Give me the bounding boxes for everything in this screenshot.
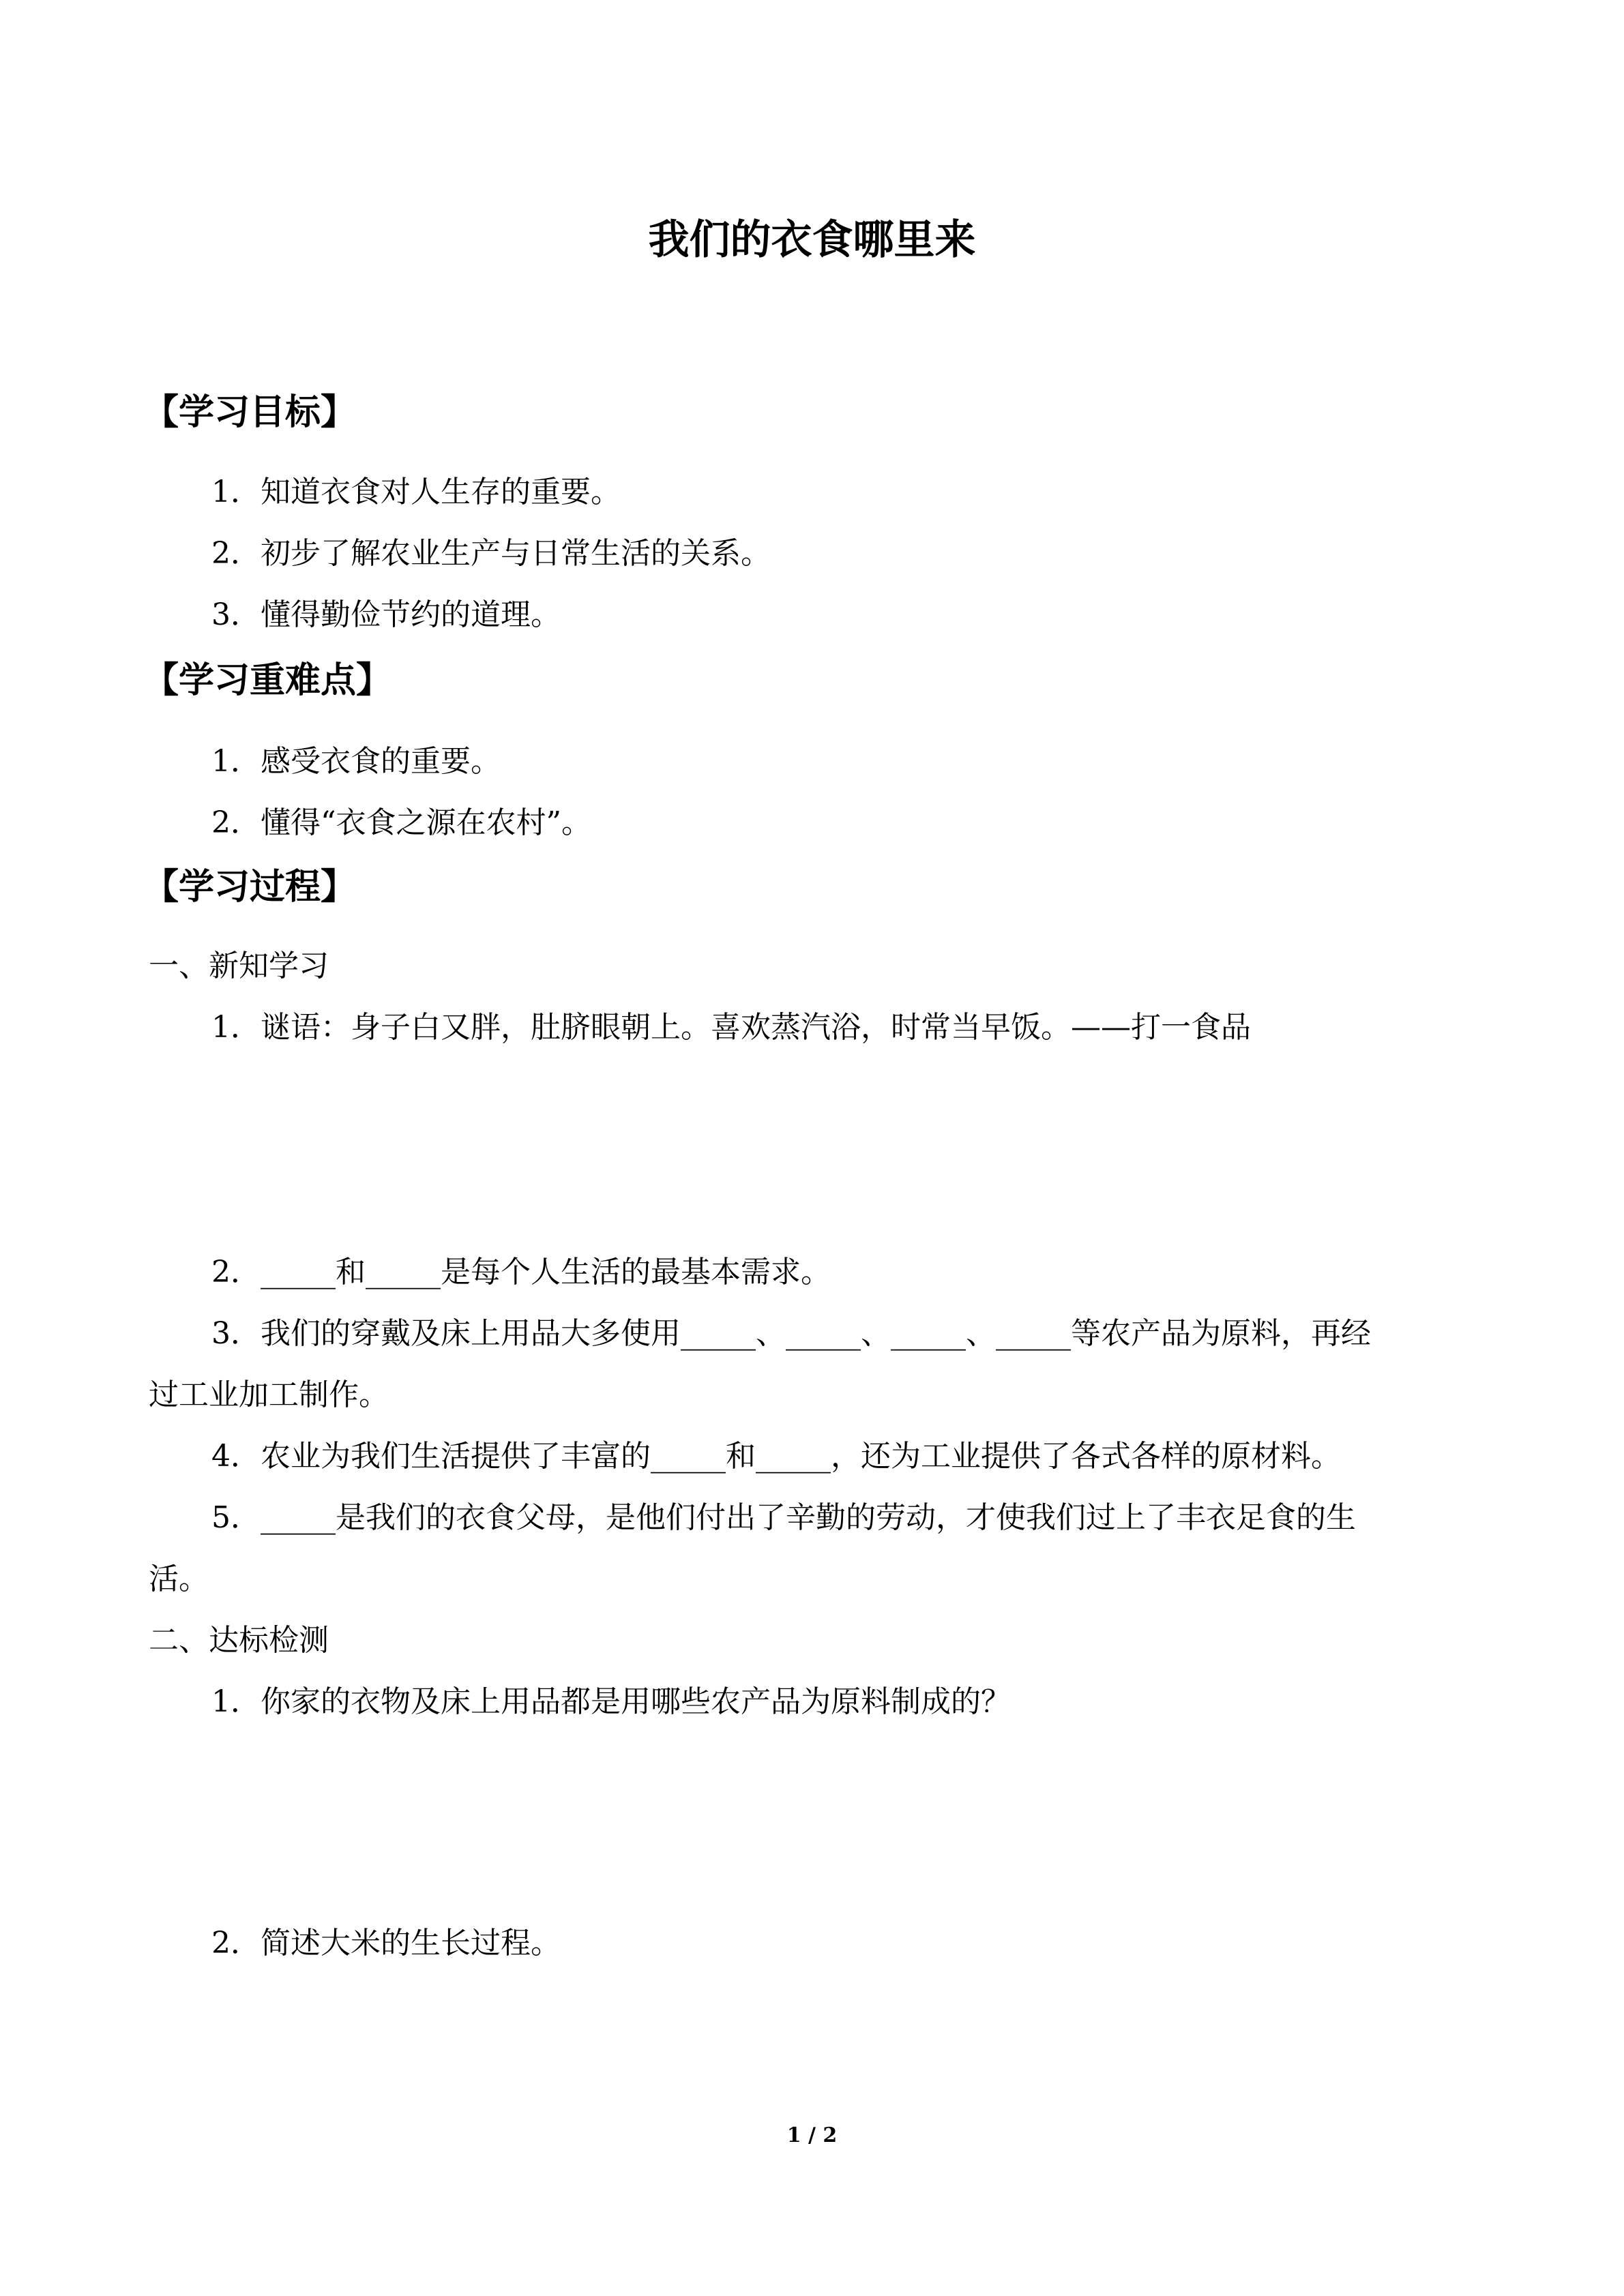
goal-item-2: 2．初步了解农业生产与日常生活的关系。 <box>211 536 771 571</box>
fill-item-5: 5．_____是我们的衣食父母，是他们付出了辛勤的劳动，才使我们过上了丰衣足食的生 <box>211 1500 1356 1535</box>
section-heading-process: 【学习过程】 <box>143 867 357 908</box>
page-number: 1 / 2 <box>786 2123 838 2147</box>
part1-heading: 一、新知学习 <box>149 949 329 983</box>
keypoint-item-1: 1．感受衣食的重要。 <box>211 744 501 779</box>
check-item-2: 2．简述大米的生长过程。 <box>211 1926 561 1960</box>
section-heading-goals: 【学习目标】 <box>143 392 357 433</box>
keypoint-item-2: 2．懂得“衣食之源在农村”。 <box>211 805 591 840</box>
goal-item-1: 1．知道衣食对人生存的重要。 <box>211 475 621 509</box>
fill-item-3: 3．我们的穿戴及床上用品大多使用_____、_____、_____、_____等农产品为原料，再经 <box>211 1316 1371 1351</box>
page-title: 我们的衣食哪里来 <box>648 216 976 264</box>
check-item-1: 1．你家的衣物及床上用品都是用哪些农产品为原料制成的？ <box>211 1684 1011 1719</box>
part2-heading: 二、达标检测 <box>149 1623 329 1658</box>
riddle-item: 1．谜语：身子白又胖，肚脐眼朝上。喜欢蒸汽浴，时常当早饭。——打一食品 <box>211 1010 1251 1045</box>
fill-item-5-cont: 活。 <box>149 1562 209 1596</box>
fill-item-3-cont: 过工业加工制作。 <box>149 1377 389 1412</box>
fill-item-4: 4．农业为我们生活提供了丰富的_____和_____，还为工业提供了各式各样的原材料。 <box>211 1439 1341 1474</box>
fill-item-2: 2．_____和_____是每个人生活的最基本需求。 <box>211 1255 831 1289</box>
section-heading-keypoints: 【学习重难点】 <box>143 660 392 701</box>
goal-item-3: 3．懂得勤俭节约的道理。 <box>211 597 561 632</box>
